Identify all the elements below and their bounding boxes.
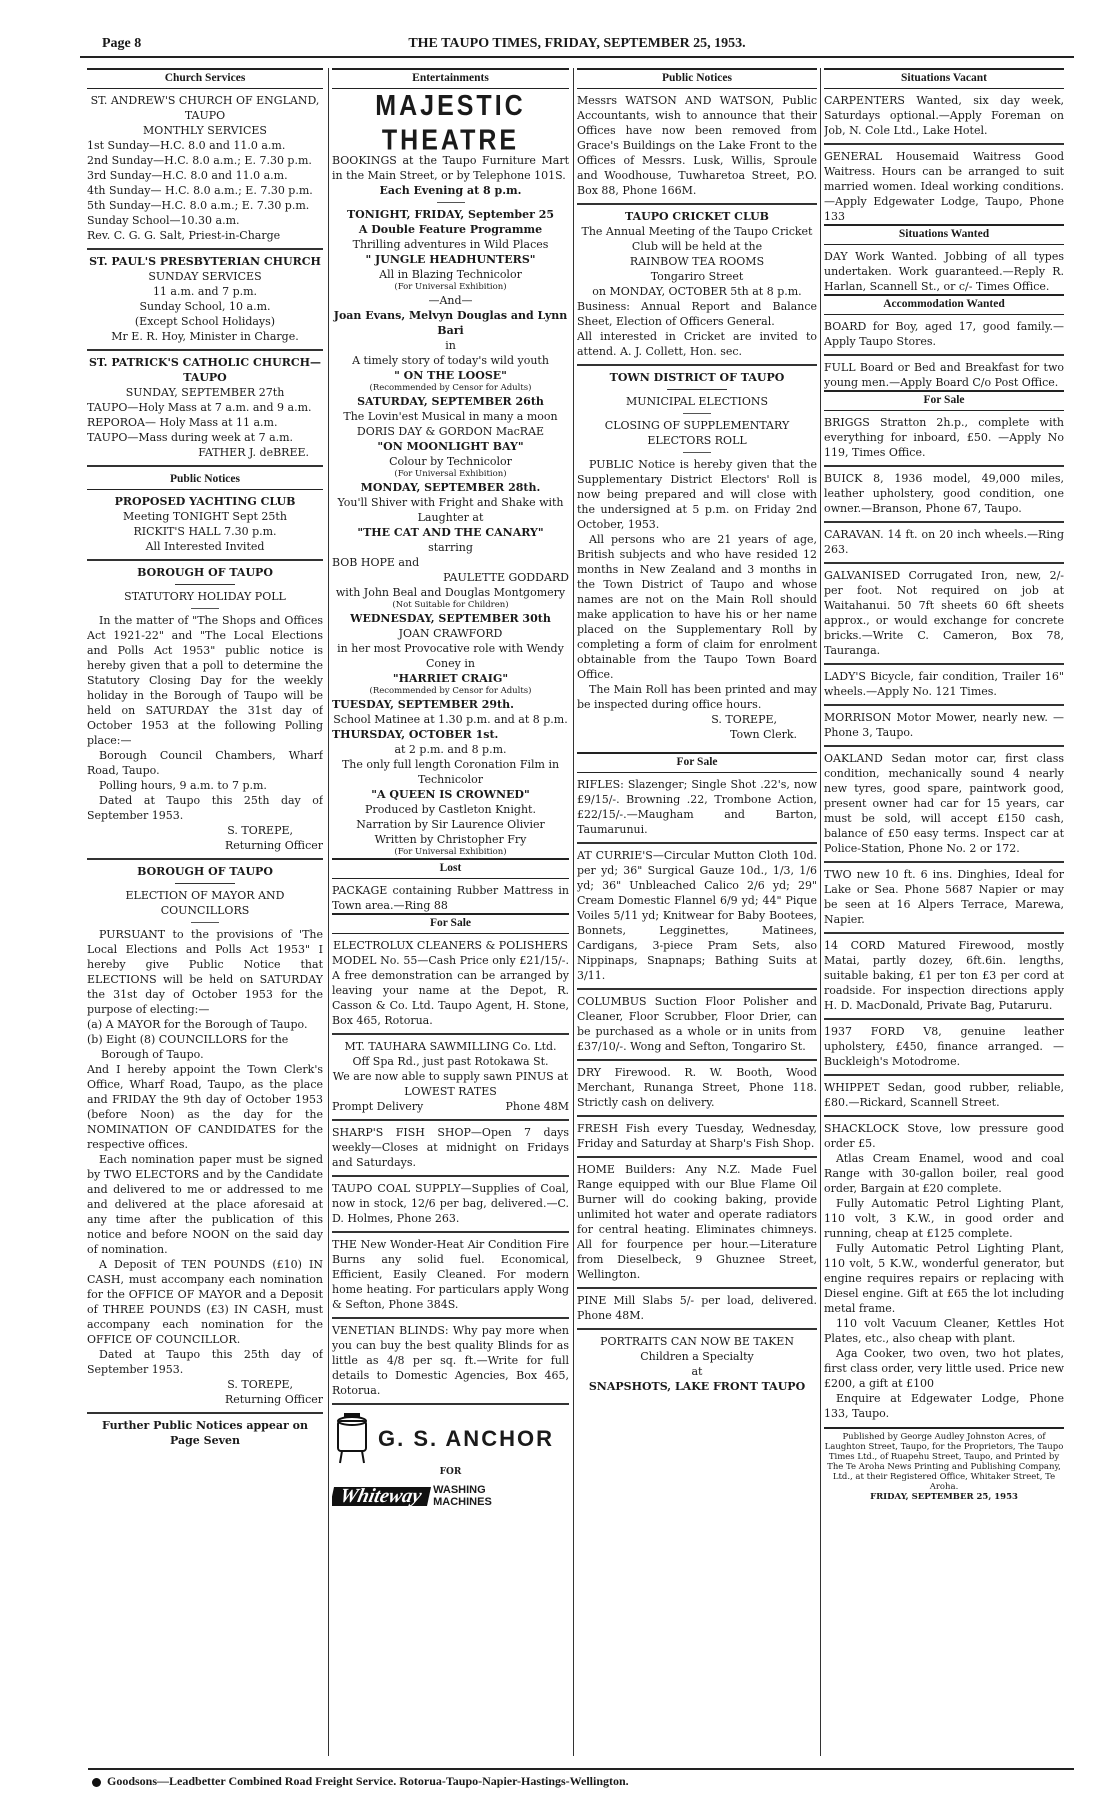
washing-label: WASHING bbox=[433, 1484, 486, 1496]
bookings: BOOKINGS at the Taupo Furniture Mart in the Main Street, or by Telephone 101S. bbox=[332, 154, 569, 182]
cast-line: PAULETTE GODDARD bbox=[443, 571, 569, 584]
rating-note: (For Universal Exhibition) bbox=[394, 282, 507, 292]
column-public-notices bbox=[577, 68, 817, 1760]
notice-body: Dated at Taupo this 25th day of September 1953. bbox=[87, 1348, 323, 1376]
program-line: All in Blazing Technicolor bbox=[379, 268, 522, 281]
classified-ad: PINE Mill Slabs 5/- per load, delivered. Phone 48M. bbox=[577, 1294, 817, 1322]
program-line: in bbox=[445, 339, 456, 352]
section-heading-sale: For Sale bbox=[577, 752, 817, 773]
church-title: ST. ANDREW'S CHURCH OF ENGLAND, TAUPO bbox=[90, 94, 320, 122]
cast-line: with John Beal and Douglas Montgomery bbox=[335, 586, 566, 599]
film-title: " ON THE LOOSE" bbox=[394, 369, 507, 382]
section-heading-vacant: Situations Vacant bbox=[824, 68, 1064, 89]
notice-body: And I hereby appoint the Town Clerk's Office, Wharf Road, Taupo, as the place and FRIDAY the 9th day of October 1953 (before Noon) as the day for the NOMINATION OF CANDIDATES for the respective offices. bbox=[87, 1063, 323, 1151]
notice-line: All Interested Invited bbox=[145, 540, 265, 553]
classified-ad: 14 CORD Matured Firewood, mostly Matai, partly dozey, 6ft.6in. lengths, suitable baking, £1 per ton £3 per cord at roadside. For inspection directions apply H. D. MacDonald, Private Bag, Putaruru. bbox=[824, 939, 1064, 1012]
program-line: Thrilling adventures in Wild Places bbox=[352, 238, 549, 251]
ad-title: MT. TAUHARA SAWMILLING Co. Ltd. bbox=[344, 1040, 557, 1053]
service-line: (Except School Holidays) bbox=[134, 315, 276, 328]
notice-line: on MONDAY, OCTOBER 5th at 8 p.m. bbox=[592, 285, 802, 298]
classified-ad: Atlas Cream Enamel, wood and coal Range with 30-gallon boiler, real good order, Bargain at £20 complete. bbox=[824, 1152, 1064, 1195]
notice-body: Polling hours, 9 a.m. to 7 p.m. bbox=[99, 779, 267, 792]
notice-body: Messrs WATSON AND WATSON, Public Accountants, wish to announce that their Offices have now been removed from Grace's Buildings on the Lake Front to the Offices of Messrs. Lusk, Willis, Sproule and Woodhouse, Tuwharetoa Street, P.O. Box 88, Phone 166M. bbox=[577, 94, 817, 197]
section-heading-church: Church Services bbox=[87, 68, 323, 89]
notice-subtitle: ELECTION OF MAYOR AND COUNCILLORS bbox=[125, 889, 285, 917]
column-situations bbox=[824, 68, 1064, 1760]
cast-line: DORIS DAY & GORDON MacRAE bbox=[356, 425, 545, 438]
cast-line: JOAN CRAWFORD bbox=[398, 627, 503, 640]
section-heading-lost: Lost bbox=[332, 858, 569, 879]
church-subtitle: MONTHLY SERVICES bbox=[143, 124, 267, 137]
imprint-text: Published by George Audley Johnston Acres, of Laughton Street, Taupo, for the Proprietors, The Taupo Times Ltd., of Ruapehu Street, Taupo, and Printed by The Te Aroha News Printing and Publishing Company, Ltd., at their Registered Office, Whitaker Street, Te Aroha. bbox=[824, 1432, 1064, 1492]
program-line: The only full length Coronation Film in Technicolor bbox=[341, 758, 560, 786]
service-line: TAUPO—Mass during week at 7 a.m. bbox=[87, 431, 294, 444]
notice-line: Business: Annual Report and Balance Sheet, Election of Officers General. bbox=[577, 300, 817, 328]
classified-ad: LADY'S Bicycle, fair condition, Trailer 16" wheels.—Apply No. 121 Times. bbox=[824, 670, 1064, 698]
program-date: MONDAY, SEPTEMBER 28th. bbox=[360, 481, 541, 494]
notice-item: (b) Eight (8) COUNCILLORS for the Borough of Taupo. bbox=[87, 1033, 289, 1061]
signature: Returning Officer bbox=[224, 839, 323, 852]
classified-ad: Aga Cooker, two oven, two hot plates, first class order, very little used. Price new £200, a gift at £100 bbox=[824, 1347, 1064, 1390]
service-line: Rev. C. G. G. Salt, Priest-in-Charge bbox=[87, 229, 281, 242]
notice-title: PROPOSED YACHTING CLUB bbox=[114, 495, 296, 508]
program-line: Produced by Castleton Knight. bbox=[365, 803, 536, 816]
publisher-imprint bbox=[824, 1427, 1064, 1502]
classified-ad: CARAVAN. 14 ft. on 20 inch wheels.—Ring 263. bbox=[824, 528, 1064, 556]
notice-body: A Deposit of TEN POUNDS (£10) IN CASH, must accompany each nomination for the OFFICE OF MAYOR and a Deposit of THREE POUNDS (£3) IN CASH, must accompany each nomination for the OFFICE OF COUNCILLOR. bbox=[87, 1258, 323, 1346]
notice-body: All persons who are 21 years of age, British subjects and who have resided 12 months in New Zealand and 3 months in the Town District of Taupo and whose names are not on the Main Roll should make application to have his or her name placed on the Supplementary Roll by completing a form of claim for enrolment obtainable from the Taupo Town Board Office. bbox=[577, 533, 817, 681]
notice-title: BOROUGH OF TAUPO bbox=[137, 566, 273, 579]
bullet-icon bbox=[92, 1778, 101, 1787]
classified-ad: BUICK 8, 1936 model, 49,000 miles, leather upholstery, good condition, one owner.—Branson, Phone 67, Taupo. bbox=[824, 472, 1064, 515]
rating-note: (For Universal Exhibition) bbox=[394, 847, 507, 857]
church-title: ST. PATRICK'S CATHOLIC CHURCH—TAUPO bbox=[88, 356, 322, 384]
program-line: A timely story of today's wild youth bbox=[352, 354, 549, 367]
service-line: Sunday School, 10 a.m. bbox=[139, 300, 271, 313]
film-title: "HARRIET CRAIG" bbox=[392, 672, 509, 685]
program-date: TONIGHT, FRIDAY, September 25 bbox=[346, 208, 555, 221]
portraits-line: SNAPSHOTS, LAKE FRONT TAUPO bbox=[588, 1380, 806, 1393]
film-title: "ON MOONLIGHT BAY" bbox=[377, 440, 524, 453]
classified-ad bbox=[332, 1099, 569, 1114]
classified-ad: SHARP'S FISH SHOP—Open 7 days weekly—Closes at midnight on Fridays and Saturdays. bbox=[332, 1126, 569, 1169]
program-line: Colour by Technicolor bbox=[389, 455, 512, 468]
program-date: TUESDAY, SEPTEMBER 29th. bbox=[332, 698, 514, 711]
film-title: "THE CAT AND THE CANARY" bbox=[357, 526, 544, 539]
classified-ad: DRY Firewood. R. W. Booth, Wood Merchant, Runanga Street, Phone 118. Strictly cash on delivery. bbox=[577, 1066, 817, 1109]
service-line: 5th Sunday—H.C. 8.0 a.m.; E. 7.30 p.m. bbox=[87, 199, 310, 212]
signature: S. TOREPE, bbox=[227, 824, 293, 837]
notice-item: (a) A MAYOR for the Borough of Taupo. bbox=[87, 1018, 308, 1031]
theatre-name: MAJESTIC THEATRE bbox=[375, 89, 526, 157]
service-line: 1st Sunday—H.C. 8.0 and 11.0 a.m. bbox=[87, 139, 286, 152]
machines-label: MACHINES bbox=[433, 1496, 492, 1508]
section-heading-sale: For Sale bbox=[332, 913, 569, 934]
notice-title: TAUPO CRICKET CLUB bbox=[625, 210, 769, 223]
notice-body: In the matter of "The Shops and Offices Act 1921-22" and "The Local Elections and Polls Act 1953" public notice is hereby given that a poll to determine the Statutory Closing Day for the weekly holiday in the Borough of Taupo will be held on SATURDAY the 31st day of October 1953 at the following Polling place:— bbox=[87, 614, 323, 747]
classified-ad: DAY Work Wanted. Jobbing of all types undertaken. Work guaranteed.—Reply R. Harlan, Scannell St., or c/- Times Office. bbox=[824, 250, 1064, 293]
classified-ad: FRESH Fish every Tuesday, Wednesday, Friday and Saturday at Sharp's Fish Shop. bbox=[577, 1122, 817, 1150]
program-date: WEDNESDAY, SEPTEMBER 30th bbox=[350, 612, 551, 625]
notice-title: BOROUGH OF TAUPO bbox=[137, 865, 273, 878]
tauhara-prompt: Prompt Delivery bbox=[332, 1100, 424, 1113]
film-title: "A QUEEN IS CROWNED" bbox=[371, 788, 530, 801]
classified-ad: MODEL No. 55—Cash Price only £21/15/-. A free demonstration can be arranged by leaving your name at the Depot, R. Casson & Co. Ltd. Taupo Agent, H. Stone, Box 465, Rotorua. bbox=[332, 954, 569, 1027]
program-line: A Double Feature Programme bbox=[358, 223, 543, 236]
classified-ad: WHIPPET Sedan, good rubber, reliable, £80.—Rickard, Scannell Street. bbox=[824, 1081, 1064, 1109]
washing-machine-icon bbox=[332, 1411, 372, 1465]
notice-subtitle: STATUTORY HOLIDAY POLL bbox=[124, 590, 286, 603]
program-line: School Matinee at 1.30 p.m. and at 8 p.m. bbox=[333, 713, 568, 726]
service-line: 3rd Sunday—H.C. 8.0 and 11.0 a.m. bbox=[87, 169, 288, 182]
classified-ad: RIFLES: Slazenger; Single Shot .22's, now £9/15/-. Browning .22, Trombone Action, £22/15/-.—Maugham and Barton, Taumarunui. bbox=[577, 778, 817, 836]
column-rule bbox=[328, 68, 329, 1756]
program-line: at 2 p.m. and 8 p.m. bbox=[394, 743, 507, 756]
rating-note: (Not Suitable for Children) bbox=[392, 600, 509, 610]
classified-ad: OAKLAND Sedan motor car, first class condition, mechanically sound 4 nearly new tyres, good spare, paintwork good, present owner had car for 15 years, car must be sold, will accept £150 cash, balance of £50 easy terms. Inspect car at Police-Station, Phone No. 2 or 172. bbox=[824, 752, 1064, 855]
section-heading-wanted: Situations Wanted bbox=[824, 224, 1064, 245]
program-date: THURSDAY, OCTOBER 1st. bbox=[332, 728, 499, 741]
column-church-notices bbox=[87, 68, 323, 1760]
masthead: THE TAUPO TIMES, FRIDAY, SEPTEMBER 25, 1953. bbox=[408, 36, 746, 51]
signature: Returning Officer bbox=[224, 1393, 323, 1406]
classified-ad: MORRISON Motor Mower, nearly new. —Phone 3, Taupo. bbox=[824, 711, 1064, 739]
column-entertainments bbox=[332, 68, 569, 1760]
page-header bbox=[80, 32, 1074, 58]
anchor-ad bbox=[332, 1411, 569, 1465]
classified-ad: 110 volt Vacuum Cleaner, Kettles Hot Plates, etc., also cheap with plant. bbox=[824, 1317, 1064, 1345]
classified-ad: Fully Automatic Petrol Lighting Plant, 110 volt, 5 K.W., wonderful generator, but engine requires repairs or replacing with Diesel engine. Gift at £65 the lot including metal frame. bbox=[824, 1242, 1064, 1315]
program-line: starring bbox=[428, 541, 473, 554]
classified-ad: VENETIAN BLINDS: Why pay more when you can buy the best quality Blinds for as little as 4/8 per sq. ft.—Write for full details to Domestic Agencies, Box 465, Rotorua. bbox=[332, 1324, 569, 1397]
section-heading-entertainments: Entertainments bbox=[332, 68, 569, 89]
notice-body: PURSUANT to the provisions of 'The Local Elections and Polls Act 1953" I hereby give Public Notice that ELECTIONS will be held on SATURDAY the 31st day of October 1953 for the purpose of electing:— bbox=[87, 928, 323, 1016]
notice-body: Dated at Taupo this 25th day of September 1953. bbox=[87, 794, 323, 822]
program-line: Narration by Sir Laurence Olivier bbox=[356, 818, 545, 831]
classified-ad: COLUMBUS Suction Floor Polisher and Cleaner, Floor Scrubber, Floor Drier, can be purchased as a whole or in units from £37/10/-. Wong and Sefton, Tongariro St. bbox=[577, 995, 817, 1053]
portraits-line: at bbox=[691, 1365, 703, 1378]
program-line: You'll Shiver with Fright and Shake with Laughter at bbox=[337, 496, 564, 524]
signature: S. TOREPE, bbox=[711, 713, 777, 726]
classified-ad: HOME Builders: Any N.Z. Made Fuel Range equipped with our Blue Flame Oil Burner will do cooking baking, provide unlimited hot water and operate radiators for central heating. Eliminates chimneys. All for fourpence per hour.—Literature from Dieselbeck, 9 Ghuznee Street, Wellington. bbox=[577, 1163, 817, 1281]
for-label: FOR bbox=[439, 1467, 462, 1477]
column-rule bbox=[820, 68, 821, 1756]
classified-ad: Enquire at Edgewater Lodge, Phone 133, Taupo. bbox=[824, 1392, 1064, 1420]
cast-line: Joan Evans, Melvyn Douglas and Lynn Bari bbox=[333, 309, 568, 337]
footer-text: Goodsons—Leadbetter Combined Road Freight Service. Rotorua-Taupo-Napier-Hastings-Wellington. bbox=[107, 1774, 629, 1788]
signature: Town Clerk. bbox=[730, 728, 797, 741]
program-date: SATURDAY, SEPTEMBER 26th bbox=[357, 395, 544, 408]
rating-note: (Recommended by Censor for Adults) bbox=[369, 383, 532, 393]
showtime: Each Evening at 8 p.m. bbox=[379, 184, 522, 197]
classified-ad: SHACKLOCK Stove, low pressure good order £5. bbox=[824, 1122, 1064, 1150]
classified-ad: BRIGGS Stratton 2h.p., complete with everything for inboard, £50. —Apply No 119, Times Office. bbox=[824, 416, 1064, 459]
rating-note: (For Universal Exhibition) bbox=[394, 469, 507, 479]
notice-line: Tongariro Street bbox=[650, 270, 744, 283]
section-heading-public: Public Notices bbox=[577, 68, 817, 89]
service-line: TAUPO—Holy Mass at 7 a.m. and 9 a.m. bbox=[87, 401, 312, 414]
notice-line: All interested in Cricket are invited to attend. A. J. Collett, Hon. sec. bbox=[577, 330, 817, 358]
program-line: The Lovin'est Musical in many a moon bbox=[343, 410, 558, 423]
section-heading-sale: For Sale bbox=[824, 390, 1064, 411]
service-line: REPOROA— Holy Mass at 11 a.m. bbox=[87, 416, 278, 429]
program-line: —And— bbox=[428, 294, 473, 307]
further-notices: Further Public Notices appear on Page Seven bbox=[102, 1419, 308, 1447]
whiteway-logo bbox=[332, 1484, 569, 1508]
classified-ad: GENERAL Housemaid Waitress Good Waitress. Hours can be arranged to suit married women. Ideal working conditions.—Apply Edgewater Lodge, Taupo, Phone 133 bbox=[824, 150, 1064, 223]
column-rule bbox=[573, 68, 574, 1756]
classified-ad: We are now able to supply sawn PINUS at LOWEST RATES bbox=[332, 1070, 569, 1098]
service-line: 2nd Sunday—H.C. 8.0 a.m.; E. 7.30 p.m. bbox=[87, 154, 312, 167]
notice-subtitle: CLOSING OF SUPPLEMENTARY ELECTORS ROLL bbox=[604, 419, 790, 447]
whiteway-tagline bbox=[433, 1484, 492, 1508]
page-footer bbox=[88, 1768, 1074, 1796]
notice-body: Each nomination paper must be signed by TWO ELECTORS and by the Candidate and delivered to me or addressed to me and delivered at the place aforesaid at any time after the publication of this notice and before NOON on the said day of nomination. bbox=[87, 1153, 323, 1256]
page-number: Page 8 bbox=[102, 36, 142, 51]
classified-ad: Off Spa Rd., just past Rotokawa St. bbox=[352, 1055, 549, 1068]
classified-ad: BOARD for Boy, aged 17, good family.—Apply Taupo Stores. bbox=[824, 320, 1064, 348]
imprint-date: FRIDAY, SEPTEMBER 25, 1953 bbox=[870, 1492, 1018, 1502]
notice-body: The Main Roll has been printed and may be inspected during office hours. bbox=[577, 683, 817, 711]
signature: S. TOREPE, bbox=[227, 1378, 293, 1391]
church-subtitle: SUNDAY SERVICES bbox=[148, 270, 262, 283]
classified-ad: FULL Board or Bed and Breakfast for two young men.—Apply Board C/o Post Office. bbox=[824, 361, 1064, 389]
notice-title: TOWN DISTRICT OF TAUPO bbox=[609, 371, 785, 384]
service-line: 11 a.m. and 7 p.m. bbox=[152, 285, 258, 298]
tauhara-phone: Phone 48M bbox=[505, 1100, 569, 1113]
notice-line: Meeting TONIGHT Sept 25th bbox=[123, 510, 287, 523]
classified-ad: AT CURRIE'S—Circular Mutton Cloth 10d. per yd; 36" Surgical Gauze 10d., 1/3, 1/6 yd; 36" Unbleached Calico 2/6 yd; 29" Cream Domestic Flannel 6/9 yd; 44" Pique Voiles 5/11 yd; Knitwear for Baby Bootees, Bonnets, Legginettes, Matinees, Cardigans, 3-piece Pram Sets, also Nippinaps, Snapnaps; Bathing Suits at 3/11. bbox=[577, 849, 817, 982]
portraits-line: Children a Specialty bbox=[640, 1350, 754, 1363]
anchor-name: G. S. ANCHOR bbox=[378, 1425, 554, 1451]
ad-title: ELECTROLUX CLEANERS & POLISHERS bbox=[333, 939, 568, 952]
classified-ad: GALVANISED Corrugated Iron, new, 2/- per foot. Not required on job at Waitahanui. 50 7ft sheets 60 6ft sheets approx., or would exchange for concrete bricks.—Write C. Cameron, Box 78, Tauranga. bbox=[824, 569, 1064, 657]
portraits-title: PORTRAITS CAN NOW BE TAKEN bbox=[600, 1335, 794, 1348]
notice-line: RAINBOW TEA ROOMS bbox=[629, 255, 765, 268]
church-title: ST. PAUL'S PRESBYTERIAN CHURCH bbox=[89, 255, 321, 268]
classified-ad: Fully Automatic Petrol Lighting Plant, 110 volt, 3 K.W., in good order and running, cheap at £125 complete. bbox=[824, 1197, 1064, 1240]
whiteway-wordmark: Whiteway bbox=[332, 1487, 431, 1506]
rating-note: (Recommended by Censor for Adults) bbox=[369, 686, 532, 696]
priest-name: FATHER J. deBREE. bbox=[198, 446, 309, 459]
notice-line: RICKIT'S HALL 7.30 p.m. bbox=[133, 525, 277, 538]
cast-line: BOB HOPE and bbox=[332, 556, 420, 569]
church-date: SUNDAY, SEPTEMBER 27th bbox=[125, 386, 285, 399]
service-line: Sunday School—10.30 a.m. bbox=[87, 214, 240, 227]
classified-ad: TWO new 10 ft. 6 ins. Dinghies, Ideal for Lake or Sea. Phone 5687 Napier or may be seen at 16 Alpers Terrace, Marewa, Napier. bbox=[824, 868, 1064, 926]
film-title: " JUNGLE HEADHUNTERS" bbox=[365, 253, 536, 266]
notice-line: The Annual Meeting of the Taupo Cricket Club will be held at the bbox=[581, 225, 813, 253]
section-heading-public: Public Notices bbox=[87, 471, 323, 490]
service-line: 4th Sunday— H.C. 8.0 a.m.; E. 7.30 p.m. bbox=[87, 184, 313, 197]
program-line: Written by Christopher Fry bbox=[374, 833, 527, 846]
classified-ad: CARPENTERS Wanted, six day week, Saturdays optional.—Apply Foreman on Job, N. Cole Ltd., Lake Hotel. bbox=[824, 94, 1064, 137]
classified-ad: PACKAGE containing Rubber Mattress in Town area.—Ring 88 bbox=[332, 884, 569, 912]
classified-ad: TAUPO COAL SUPPLY—Supplies of Coal, now in stock, 12/6 per bag, delivered.—C. D. Holmes, Phone 263. bbox=[332, 1182, 569, 1225]
classified-ad: 1937 FORD V8, genuine leather upholstery, £450, finance arranged. —Buckleigh's Motodrome. bbox=[824, 1025, 1064, 1068]
minister-line: Mr E. R. Hoy, Minister in Charge. bbox=[111, 330, 299, 343]
notice-body: PUBLIC Notice is hereby given that the Supplementary District Electors' Roll is now being prepared and will close with the undersigned at 5 p.m. on Friday 2nd October, 1953. bbox=[577, 458, 817, 531]
notice-body: Borough Council Chambers, Wharf Road, Taupo. bbox=[87, 749, 323, 777]
notice-subtitle: MUNICIPAL ELECTIONS bbox=[625, 395, 769, 408]
classified-ad: THE New Wonder-Heat Air Condition Fire Burns any solid fuel. Economical, Efficient, Easily Cleaned. For modern home heating. For particulars apply Wong & Sefton, Phone 384S. bbox=[332, 1238, 569, 1311]
program-line: in her most Provocative role with Wendy Coney in bbox=[337, 642, 564, 670]
section-heading-accommodation: Accommodation Wanted bbox=[824, 294, 1064, 315]
